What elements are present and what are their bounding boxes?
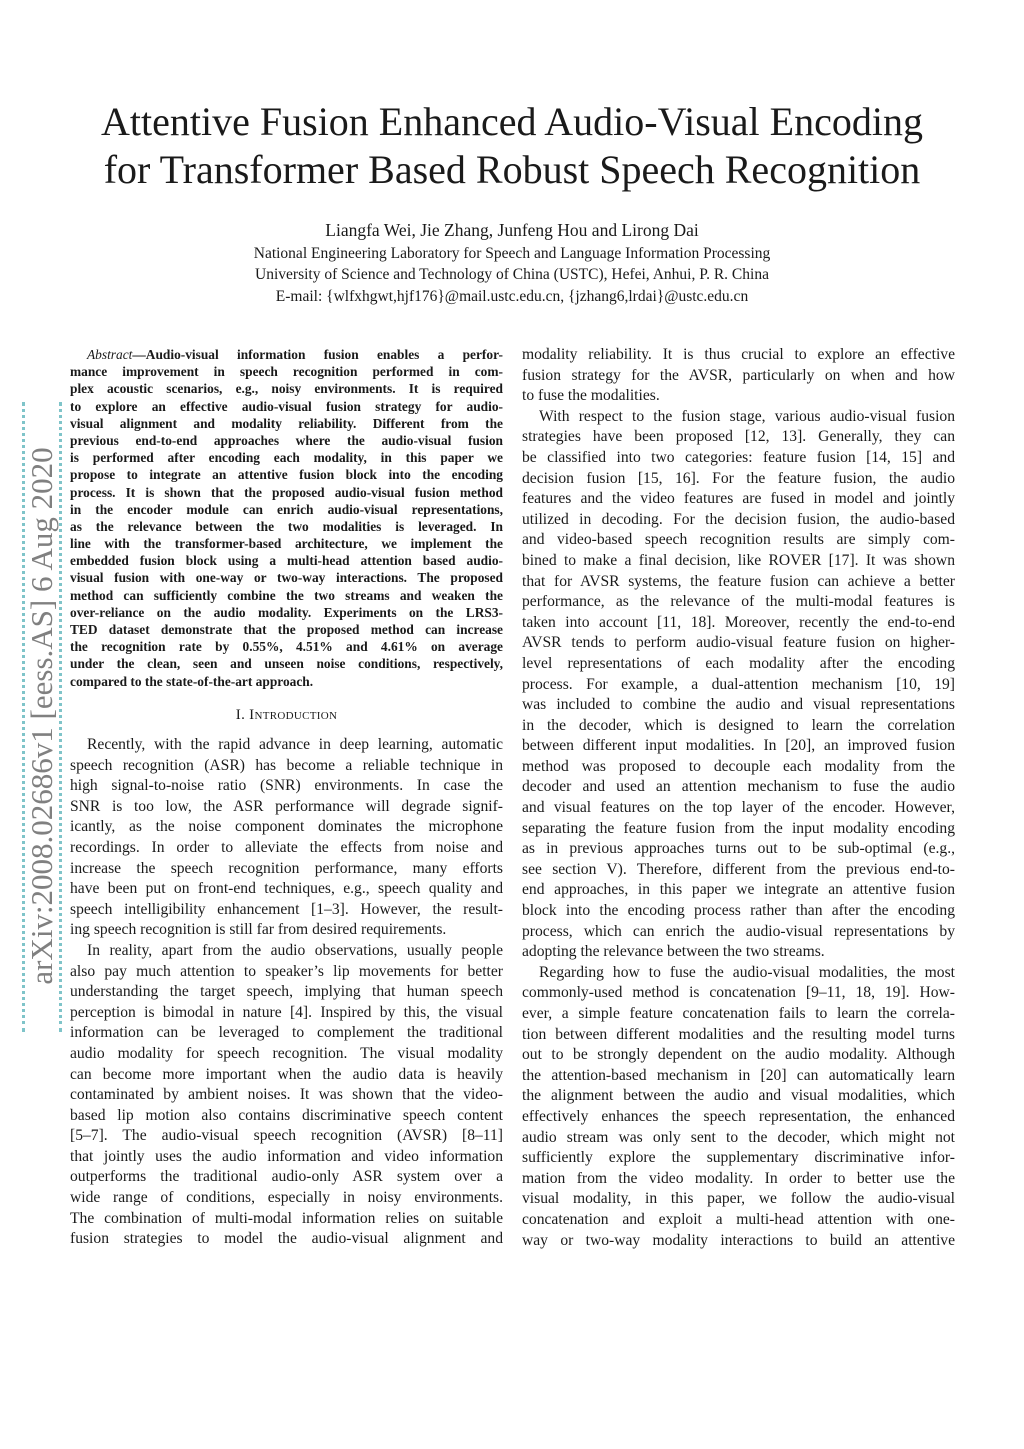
paragraph-line: decoder and used an attention mechanism to fuse the audio: [522, 778, 955, 796]
abstract-line: visual alignment and modality reliability. Different from the: [70, 415, 503, 431]
title-line: for Transformer Based Robust Speech Recognition: [103, 147, 921, 192]
abstract: [70, 346, 503, 690]
paragraph-line: out to be strongly dependent on the audio modality. Although: [522, 1046, 955, 1064]
paragraph-line: block into the encoding process rather than after the encoding: [522, 902, 955, 920]
abstract-line: visual fusion with one-way or two-way interactions. The proposed: [70, 570, 503, 586]
paragraph-line: taken into account [11, 18]. Moreover, recently the end-to-end: [522, 613, 955, 631]
paragraph-line: that jointly uses the audio information and video information: [70, 1147, 503, 1165]
paragraph-line: speech intelligibility enhancement [1–3]. However, the result-: [70, 900, 503, 918]
abstract-line: under the clean, seen and unseen noise conditions, respectively,: [70, 656, 503, 672]
paragraph-line: Recently, with the rapid advance in deep learning, automatic: [87, 736, 503, 753]
affiliation: [0, 243, 1024, 307]
paragraph-line: concatenation and exploit a multi-head attention with one-: [522, 1210, 955, 1228]
paragraph-line: fusion strategies to model the audio-visual alignment and: [70, 1230, 503, 1248]
abstract-label: Abstract: [87, 347, 133, 362]
paragraph-line: visual modality, in this paper, we follow the audio-visual: [522, 1190, 955, 1208]
abstract-line: over-reliance on the audio modality. Experiments on the LRS3-: [70, 604, 503, 620]
title-line: Attentive Fusion Enhanced Audio-Visual Encoding: [101, 99, 923, 144]
paragraph-line: increase the speech recognition performance, many efforts: [70, 859, 503, 877]
paragraph-line: have been put on front-end techniques, e.g., speech quality and: [70, 880, 503, 898]
abstract-line: as the relevance between the two modalities is leveraged. In: [70, 518, 503, 534]
paragraph-line: way or two-way modality interactions to build an attentive: [522, 1231, 955, 1249]
abstract-text: —Audio-visual information fusion enables a perfor-: [132, 347, 503, 362]
paragraph-line: The combination of multi-modal information relies on suitable: [70, 1209, 503, 1227]
paragraph-line: wide range of conditions, especially in noisy environments.: [70, 1189, 503, 1207]
abstract-line: the recognition rate by 0.55%, 4.51% and 4.61% on average: [70, 639, 503, 655]
paragraph-line: and visual features on the top layer of the encoder. However,: [522, 799, 955, 817]
paragraph-line: commonly-used method is concatenation [9–11, 18, 19]. How-: [522, 984, 955, 1002]
paragraph-line: process. For example, a dual-attention mechanism [10, 19]: [522, 675, 955, 693]
abstract-line: process. It is shown that the proposed audio-visual fusion method: [70, 484, 503, 500]
paragraph-line: end approaches, in this paper we integrate an attentive fusion: [522, 881, 955, 899]
abstract-line: propose to integrate an attentive fusion block into the encoding: [70, 467, 503, 483]
right-column: [522, 345, 955, 1251]
paragraph-line: audio modality for speech recognition. The visual modality: [70, 1044, 503, 1062]
paragraph-line: high signal-to-noise ratio (SNR) environments. In case the: [70, 777, 503, 795]
left-column: [70, 735, 503, 1250]
abstract-line: mance improvement in speech recognition performed in com-: [70, 364, 503, 380]
paragraph-line: level representations of each modality after the encoding: [522, 654, 955, 672]
paragraph-line: based lip motion also contains discriminative speech content: [70, 1106, 503, 1124]
paragraph-line: that for AVSR systems, the feature fusion can achieve a better: [522, 572, 955, 590]
abstract-line: embedded fusion block using a multi-head attention based audio-: [70, 553, 503, 569]
abstract-line: method can sufficiently combine the two streams and weaken the: [70, 587, 503, 603]
paragraph-line: the attention-based mechanism in [20] can automatically learn: [522, 1066, 955, 1084]
paragraph-line: effectively enhances the speech representation, the enhanced: [522, 1107, 955, 1125]
paragraph-line: [5–7]. The audio-visual speech recognition (AVSR) [8–11]: [70, 1127, 503, 1145]
abstract-line: previous end-to-end approaches where the audio-visual fusion: [70, 432, 503, 448]
paragraph-line: fusion strategy for the AVSR, particularly on when and how: [522, 366, 955, 384]
paragraph-line: the alignment between the audio and visual modalities, which: [522, 1087, 955, 1105]
affiliation-university: University of Science and Technology of China (USTC), Hefei, Anhui, P. R. China: [255, 266, 769, 284]
paragraph-line: speech recognition (ASR) has become a reliable technique in: [70, 756, 503, 774]
paragraph-line: modality reliability. It is thus crucial to explore an effective: [522, 346, 955, 363]
paragraph-line: as in previous approaches turns out to be sub-optimal (e.g.,: [522, 840, 955, 858]
paragraph-line: utilized in decoding. For the decision fusion, the audio-based: [522, 510, 955, 528]
paragraph-line: adopting the relevance between the two streams.: [522, 943, 825, 961]
paragraph-line: ing speech recognition is still far from desired requirements.: [70, 921, 447, 939]
paragraph-line: icantly, as the noise component dominates the microphone: [70, 818, 503, 836]
paragraph-line: information can be leveraged to complement the traditional: [70, 1024, 503, 1042]
paragraph-line: In reality, apart from the audio observations, usually people: [87, 941, 503, 959]
paper-title: [0, 98, 1024, 194]
paragraph-line: between different input modalities. In [20], an improved fusion: [522, 737, 955, 755]
paragraph-line: With respect to the fusion stage, various audio-visual fusion: [539, 407, 955, 425]
paragraph-line: strategies have been proposed [12, 13]. Generally, they can: [522, 428, 955, 446]
paragraph-line: perception is bimodal in nature [4]. Inspired by this, the visual: [70, 1003, 503, 1021]
abstract-line: plex acoustic scenarios, e.g., noisy environments. It is required: [70, 381, 503, 397]
paragraph-line: performance, as the relevance of the multi-modal features is: [522, 593, 955, 611]
abstract-line: compared to the state-of-the-art approach.: [70, 673, 314, 689]
paragraph-line: can become more important when the audio data is heavily: [70, 1065, 503, 1083]
paragraph-line: audio stream was only sent to the decoder, which might not: [522, 1128, 955, 1146]
paragraph-line: mation from the video modality. In order to better use the: [522, 1169, 955, 1187]
paragraph-line: recordings. In order to alleviate the effects from noise and: [70, 838, 503, 856]
authors: Liangfa Wei, Jie Zhang, Junfeng Hou and Lirong Dai: [325, 220, 699, 240]
paragraph-line: bined to make a final decision, like ROVER [17]. It was shown: [522, 551, 955, 569]
paragraph-line: in the decoder, which is designed to learn the correlation: [522, 716, 955, 734]
paragraph-line: method was proposed to decouple each modality from the: [522, 757, 955, 775]
abstract-line: to explore an effective audio-visual fusion strategy for audio-: [70, 398, 503, 414]
paragraph-line: also pay much attention to speaker’s lip movements for better: [70, 962, 503, 980]
paragraph-line: AVSR tends to perform audio-visual feature fusion on higher-: [522, 634, 955, 652]
paragraph-line: and video-based speech recognition results are simply com-: [522, 531, 955, 549]
paragraph-line: separating the feature fusion from the input modality encoding: [522, 819, 955, 837]
affiliation-email: E-mail: {wlfxhgwt,hjf176}@mail.ustc.edu.cn, {jzhang6,lrdai}@ustc.edu.cn: [275, 287, 749, 305]
paragraph-line: decision fusion [15, 16]. For the feature fusion, the audio: [522, 469, 955, 487]
paragraph-line: tion between different modalities and the resulting model turns: [522, 1025, 955, 1043]
abstract-line: TED dataset demonstrate that the proposed method can increase: [70, 622, 503, 637]
paragraph-line: SNR is too low, the ASR performance will degrade signif-: [70, 797, 503, 815]
paragraph-line: contaminated by ambient noises. It was shown that the video-: [70, 1086, 503, 1104]
paragraph-line: to fuse the modalities.: [522, 387, 660, 405]
affiliation-lab: National Engineering Laboratory for Speech and Language Information Processing: [253, 245, 771, 262]
paragraph-line: outperforms the traditional audio-only ASR system over a: [70, 1168, 503, 1186]
paragraph-line: process, which can enrich the audio-visual representations by: [522, 922, 955, 940]
abstract-line: is performed after encoding each modality, in this paper we: [70, 450, 503, 466]
paragraph-line: features and the video features are fused in model and jointly: [522, 490, 955, 508]
paragraph-line: Regarding how to fuse the audio-visual modalities, the most: [539, 963, 955, 981]
abstract-line: [70, 346, 503, 363]
paragraph-line: see section V). Therefore, different from the previous end-to-: [522, 860, 955, 878]
paragraph-line: was included to combine the audio and visual representations: [522, 696, 955, 714]
abstract-line: in the encoder module can enrich audio-visual representations,: [70, 501, 503, 517]
paragraph-line: ever, a simple feature concatenation fails to learn the correla-: [522, 1005, 955, 1022]
section-heading: I. Introduction: [235, 707, 338, 723]
abstract-line: line with the transformer-based architecture, we implement the: [70, 536, 503, 552]
paragraph-line: understanding the target speech, implying that human speech: [70, 983, 503, 1001]
arxiv-stamp: arXiv:2008.02686v1 [eess.AS] 6 Aug 2020: [24, 447, 59, 985]
paragraph-line: sufficiently explore the supplementary discriminative infor-: [522, 1149, 955, 1167]
paragraph-line: be classified into two categories: feature fusion [14, 15] and: [522, 448, 955, 466]
